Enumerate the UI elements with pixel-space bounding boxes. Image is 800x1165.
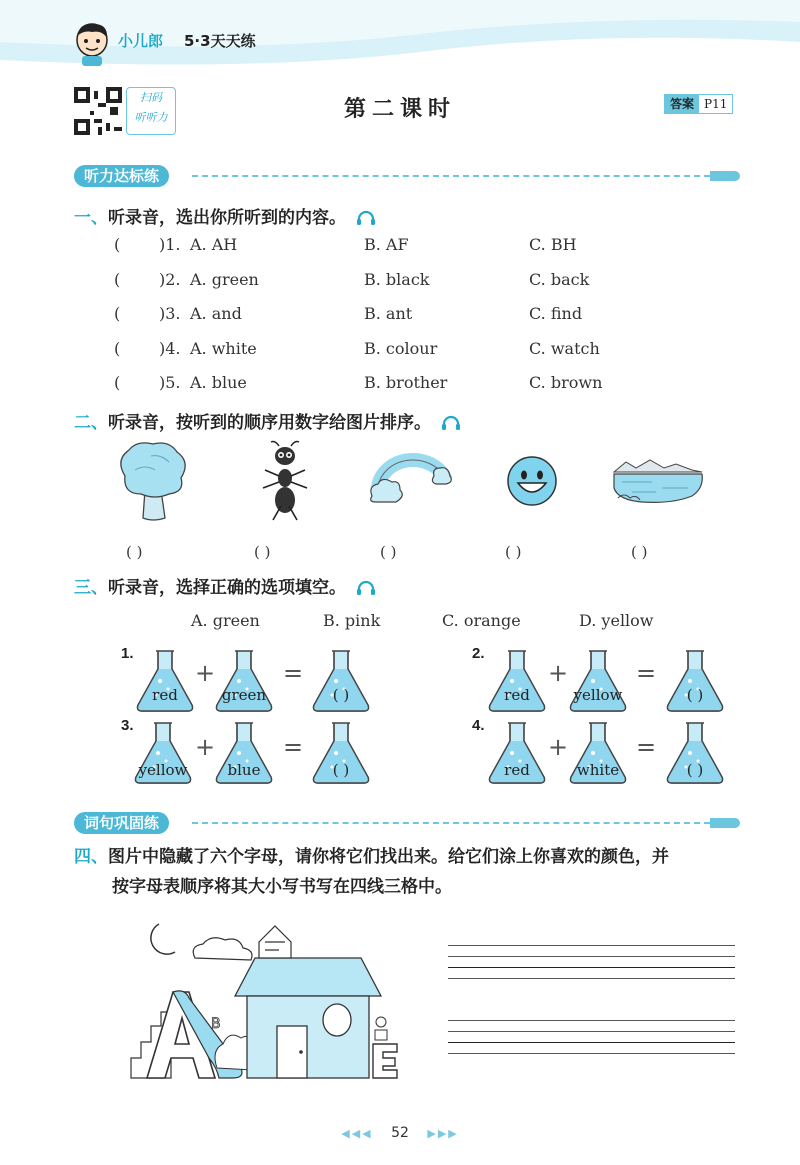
q1-option-b: B. colour <box>364 339 438 358</box>
question-2-text: 听录音，按听到的顺序用数字给图片排序。 <box>108 413 431 433</box>
flask-label: red <box>504 761 530 779</box>
footer-right-arrows: ▶▶▶ <box>427 1127 459 1140</box>
flask-label: yellow <box>573 686 623 704</box>
equation-number: 3. <box>121 717 134 734</box>
section-title-listening: 听力达标练 <box>74 165 169 187</box>
rainbow-icon <box>368 450 453 505</box>
flask-label: green <box>221 686 267 704</box>
answer-reference <box>664 94 733 114</box>
q1-row-paren[interactable]: ( <box>114 270 121 289</box>
equals-sign: = <box>636 733 657 761</box>
hidden-letters-picture[interactable] <box>125 918 405 1088</box>
q1-row-number: )5. <box>159 373 181 392</box>
question-1-number: 一、 <box>74 208 108 228</box>
plus-sign: + <box>195 733 216 761</box>
flask-label: yellow <box>138 761 188 779</box>
color-option-a: A. green <box>191 611 260 630</box>
question-4-line-1: 图片中隐藏了六个字母，请你将它们找出来。给它们涂上你喜欢的颜色，并 <box>108 847 669 867</box>
question-4-heading <box>74 842 754 902</box>
headphones-icon[interactable] <box>356 210 376 226</box>
footer-left-arrows: ◀◀◀ <box>341 1127 373 1140</box>
scan-line-1: 扫码 <box>140 91 162 104</box>
q1-row-5 <box>0 373 800 397</box>
flask-label: blue <box>227 761 261 779</box>
smiley-icon <box>506 455 558 507</box>
page-footer <box>0 1125 800 1141</box>
q1-option-c: C. BH <box>529 235 577 254</box>
ant-icon <box>255 440 315 522</box>
writing-grid-1[interactable] <box>448 945 735 979</box>
q1-row-3 <box>0 304 800 328</box>
lesson-title: 第二课时 <box>343 97 456 122</box>
picture-answer-blank[interactable]: ( ) <box>126 543 143 561</box>
q1-row-4 <box>0 339 800 363</box>
pencil-icon <box>710 818 740 828</box>
equation-number: 1. <box>121 645 134 662</box>
question-4-number: 四、 <box>74 847 108 867</box>
question-4-line-2: 按字母表顺序将其大小写书写在四线三格中。 <box>112 877 452 897</box>
picture-answer-blank[interactable]: ( ) <box>380 543 397 561</box>
q1-option-a: A. and <box>190 304 242 323</box>
moon-icon <box>151 924 175 954</box>
flask-label: red <box>152 686 178 704</box>
q1-row-number: )1. <box>159 235 181 254</box>
plus-sign: + <box>548 659 569 687</box>
q1-option-c: C. find <box>529 304 583 323</box>
question-1-heading <box>74 203 376 228</box>
q1-row-number: )2. <box>159 270 181 289</box>
q1-row-paren[interactable]: ( <box>114 235 121 254</box>
picture-answer-blank[interactable]: ( ) <box>631 543 648 561</box>
q1-option-b: B. AF <box>364 235 409 254</box>
question-3-text: 听录音，选择正确的选项填空。 <box>108 578 346 598</box>
headphones-icon[interactable] <box>356 580 376 596</box>
brand-series: 5·3天天练 <box>184 32 256 50</box>
writing-grid-2[interactable] <box>448 1020 735 1054</box>
q1-option-b: B. ant <box>364 304 413 323</box>
q1-row-1 <box>0 235 800 259</box>
equals-sign: = <box>283 659 304 687</box>
equation-number: 2. <box>472 645 485 662</box>
answer-label: 答案 <box>665 95 699 113</box>
lake-icon <box>612 458 704 506</box>
q1-option-c: C. brown <box>529 373 603 392</box>
question-3-number: 三、 <box>74 578 108 598</box>
headphones-icon[interactable] <box>441 415 461 431</box>
boy-mascot-icon <box>72 20 112 66</box>
section-bar-listening <box>74 165 740 187</box>
question-1-text: 听录音，选出你所听到的内容。 <box>108 208 346 228</box>
question-2-heading <box>74 408 461 433</box>
tree-icon <box>115 440 190 522</box>
q1-row-number: )3. <box>159 304 181 323</box>
q1-option-a: A. green <box>190 270 259 289</box>
color-option-b: B. pink <box>323 611 381 630</box>
q1-option-b: B. brother <box>364 373 448 392</box>
page-number: 52 <box>391 1125 409 1141</box>
flask-answer-blank[interactable]: ( ) <box>332 686 350 704</box>
flask-answer-blank[interactable]: ( ) <box>686 686 704 704</box>
flask-label: red <box>504 686 530 704</box>
q1-row-paren[interactable]: ( <box>114 304 121 323</box>
picture-answer-blank[interactable]: ( ) <box>505 543 522 561</box>
flask-label: white <box>576 761 620 779</box>
equals-sign: = <box>636 659 657 687</box>
section-bar-vocabulary <box>74 812 740 834</box>
q1-row-number: )4. <box>159 339 181 358</box>
picture-answer-blank[interactable]: ( ) <box>254 543 271 561</box>
q1-option-b: B. black <box>364 270 430 289</box>
q1-option-c: C. watch <box>529 339 600 358</box>
flask-answer-blank[interactable]: ( ) <box>332 761 350 779</box>
flask-answer-blank[interactable]: ( ) <box>686 761 704 779</box>
svg-text:B: B <box>211 1016 221 1032</box>
plus-sign: + <box>195 659 216 687</box>
section-title-vocabulary: 词句巩固练 <box>74 812 169 834</box>
equation-number: 4. <box>472 717 485 734</box>
q1-row-paren[interactable]: ( <box>114 339 121 358</box>
question-2-number: 二、 <box>74 413 108 433</box>
pencil-icon <box>710 171 740 181</box>
q1-option-c: C. back <box>529 270 590 289</box>
color-option-d: D. yellow <box>579 611 654 630</box>
equals-sign: = <box>283 733 304 761</box>
answer-page: P11 <box>704 97 728 111</box>
scan-line-2: 听听力 <box>134 111 168 124</box>
q1-option-a: A. AH <box>190 235 238 254</box>
brand-name: 小儿郎 <box>118 32 164 50</box>
q1-option-a: A. white <box>190 339 257 358</box>
color-option-c: C. orange <box>442 611 521 630</box>
plus-sign: + <box>548 733 569 761</box>
q1-option-a: A. blue <box>190 373 247 392</box>
q1-row-paren[interactable]: ( <box>114 373 121 392</box>
question-3-heading <box>74 573 376 598</box>
q1-row-2 <box>0 270 800 294</box>
